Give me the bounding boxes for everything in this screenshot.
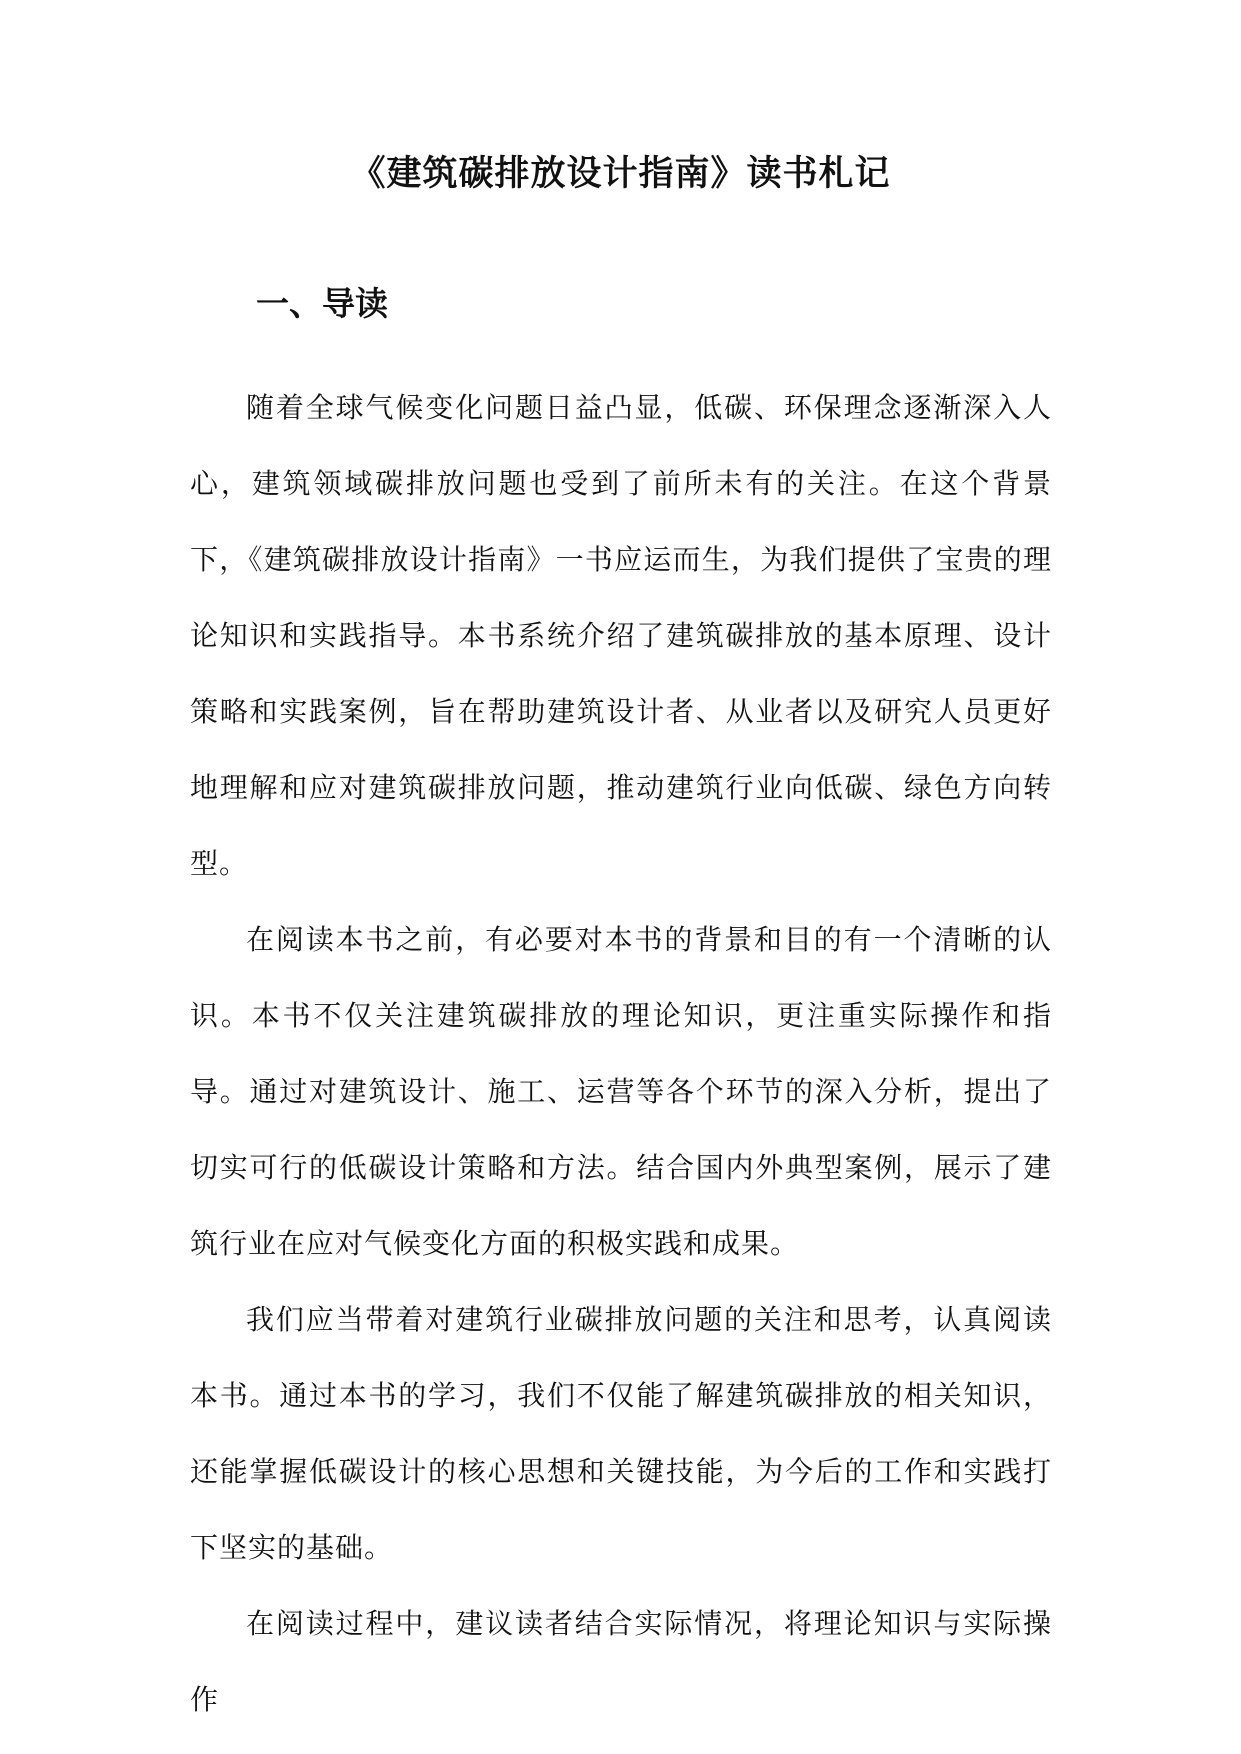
section-heading: 一、导读 <box>256 284 388 323</box>
paragraph: 在阅读本书之前，有必要对本书的背景和目的有一个清晰的认识。本书不仅关注建筑碳排放的理论知识，更注重实际操作和指导。通过对建筑设计、施工、运营等各个环节的深入分析，提出了切实可行的低碳设计策略和方法。结合国内外典型案例，展示了建筑行业在应对气候变化方面的积极实践和成果。 <box>190 923 1052 1260</box>
document-body <box>190 370 1052 1738</box>
paragraph: 在阅读过程中，建议读者结合实际情况，将理论知识与实际操作 <box>190 1607 1052 1716</box>
paragraph: 我们应当带着对建筑行业碳排放问题的关注和思考，认真阅读本书。通过本书的学习，我们不仅能了解建筑碳排放的相关知识，还能掌握低碳设计的核心思想和关键技能，为今后的工作和实践打下坚实的基础。 <box>190 1303 1052 1564</box>
paragraph: 随着全球气候变化问题日益凸显，低碳、环保理念逐渐深入人心，建筑领域碳排放问题也受到了前所未有的关注。在这个背景下，《建筑碳排放设计指南》一书应运而生，为我们提供了宝贵的理论知识和实践指导。本书系统介绍了建筑碳排放的基本原理、设计策略和实践案例，旨在帮助建筑设计者、从业者以及研究人员更好地理解和应对建筑碳排放问题，推动建筑行业向低碳、绿色方向转型。 <box>190 391 1052 880</box>
document-title: 《建筑碳排放设计指南》读书札记 <box>350 153 891 194</box>
